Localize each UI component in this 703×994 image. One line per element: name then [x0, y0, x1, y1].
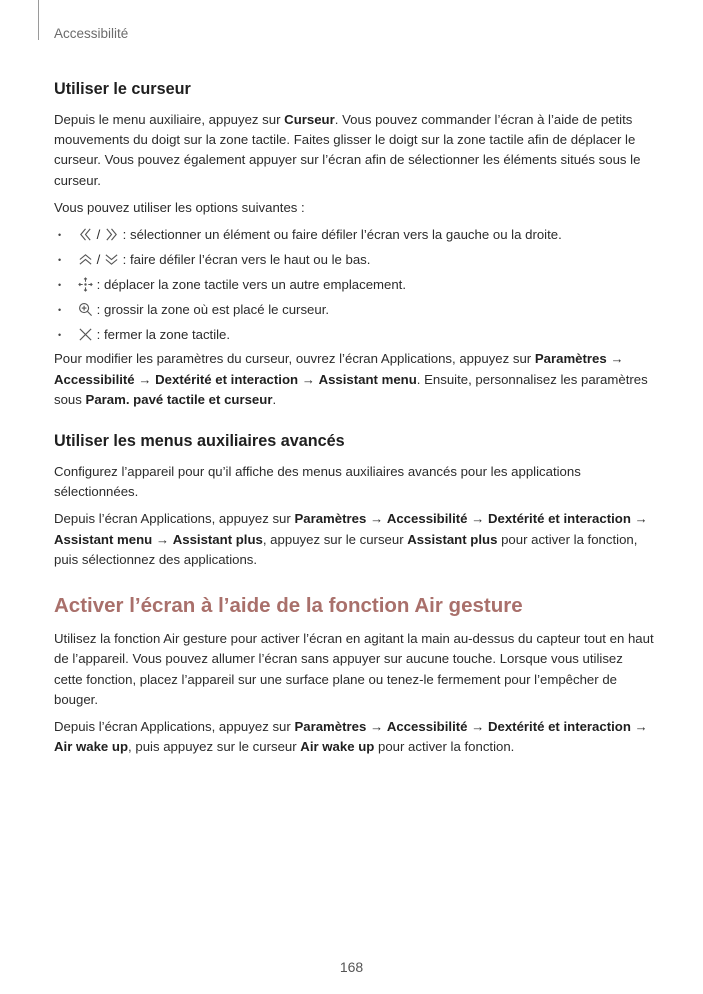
cursor-modify-paragraph: Pour modifier les paramètres du curseur, ouvrez l’écran Applications, appuyez sur Paramètres → Accessibilité → Dextérité et interaction → Assistant menu. Ensuite, personnalisez les paramètres sous Param. pavé tactile et curseur.	[54, 351, 648, 407]
double-chevron-down-icon	[104, 252, 119, 267]
cursor-options-list	[54, 225, 654, 345]
option-up-down: • / : faire défiler l’écran vers le haut ou le bas.	[54, 250, 654, 270]
advanced-section-title: Utiliser les menus auxiliaires avancés	[54, 432, 345, 451]
double-chevron-right-icon	[104, 227, 119, 242]
double-chevron-left-icon	[78, 227, 93, 242]
option-left-right: • / : sélectionner un élément ou faire défiler l’écran vers la gauche ou la droite.	[54, 225, 654, 245]
cursor-section-title: Utiliser le curseur	[54, 80, 191, 98]
move-arrows-icon	[78, 277, 93, 292]
header-rule	[38, 0, 39, 40]
advanced-paragraph-1: Configurez l’appareil pour qu’il affiche des menus auxiliaires avancés pour les applications sélectionnées.	[54, 464, 581, 500]
zoom-in-icon	[78, 302, 93, 317]
cursor-intro-paragraph: Depuis le menu auxiliaire, appuyez sur Curseur. Vous pouvez commander l’écran à l’aide de petits mouvements du doigt sur la zone tactile. Faites glisser le doigt sur la zone tactile afin de déplacer le curseur. Vous pouvez également appuyer sur l’écran afin de sélectionner les éléments situés sous le curseur.	[54, 112, 641, 188]
option-zoom: • : grossir la zone où est placé le curseur.	[54, 300, 654, 320]
air-gesture-paragraph-2: Depuis l’écran Applications, appuyez sur Paramètres → Accessibilité → Dextérité et interaction → Air wake up, puis appuyez sur le curseur Air wake up pour activer la fonction.	[54, 718, 648, 755]
page-content	[54, 80, 654, 764]
page-number: 168	[339, 959, 364, 975]
air-gesture-section-title: Activer l’écran à l’aide de la fonction Air gesture	[54, 594, 523, 618]
options-intro: Vous pouvez utiliser les options suivantes :	[54, 199, 305, 215]
section-header: Accessibilité	[54, 26, 129, 41]
double-chevron-up-icon	[78, 252, 93, 267]
advanced-paragraph-2: Depuis l’écran Applications, appuyez sur Paramètres → Accessibilité → Dextérité et interaction → Assistant menu → Assistant plus, appuyez sur le curseur Assistant plus pour activer la fonction, puis sélectionnez des applications.	[54, 511, 648, 567]
option-move: • : déplacer la zone tactile vers un autre emplacement.	[54, 275, 654, 295]
close-icon	[78, 327, 93, 342]
option-close: • : fermer la zone tactile.	[54, 325, 654, 345]
air-gesture-paragraph-1: Utilisez la fonction Air gesture pour activer l’écran en agitant la main au-dessus du capteur tout en haut de l’appareil. Vous pouvez allumer l’écran sans appuyer sur aucune touche. Lorsque vous utilisez cette fonction, placez l’appareil sur une surface plane ou tenez-le fermement pour l’empêcher de bouger.	[54, 631, 654, 707]
